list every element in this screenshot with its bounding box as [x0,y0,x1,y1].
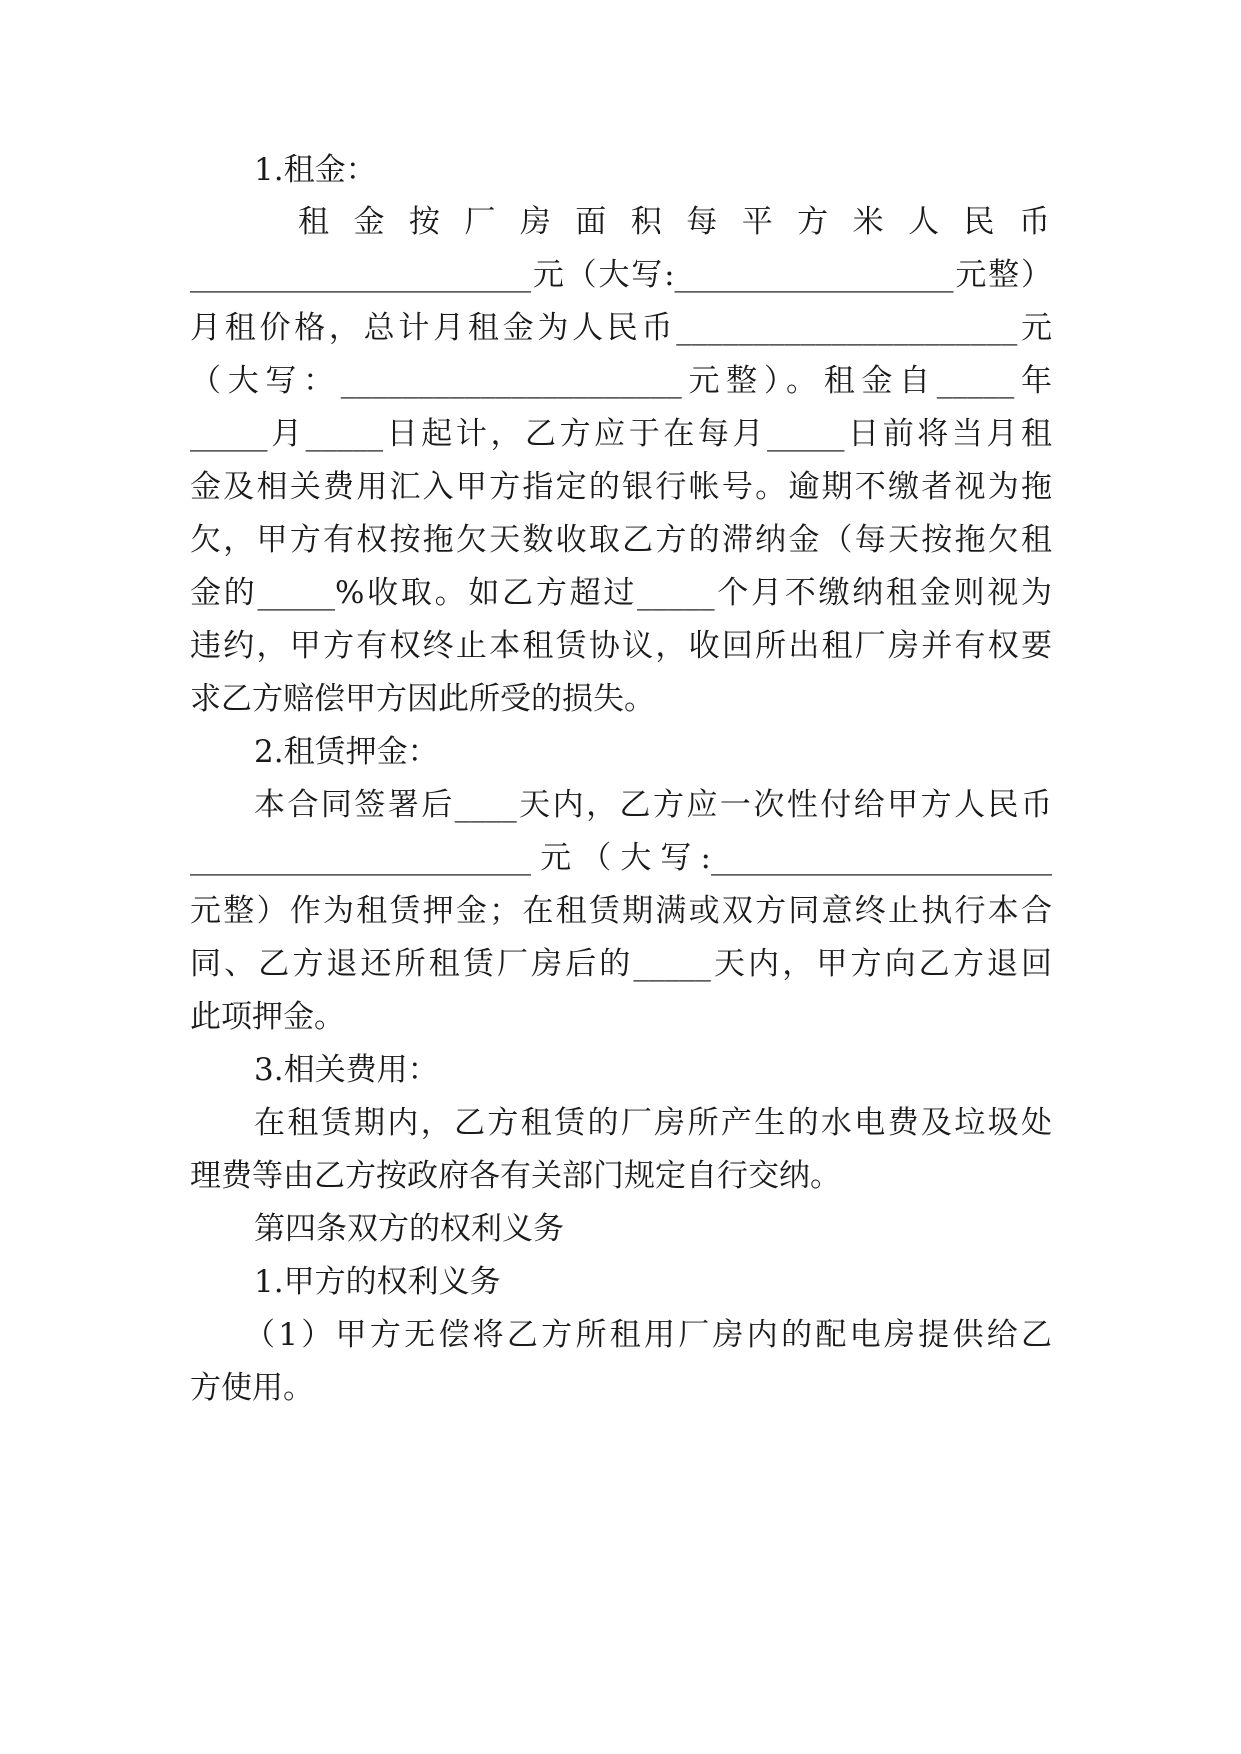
rent-paragraph-line: 欠，甲方有权按拖欠天数收取乙方的滞纳金（每天按拖欠租 [190,522,1052,558]
rent-paragraph-line: 金及相关费用汇入甲方指定的银行帐号。逾期不缴者视为拖 [190,469,1052,505]
heading-party-a-rights: 1.甲方的权利义务 [254,1264,501,1300]
article-four-heading: 第四条双方的权利义务 [254,1211,564,1247]
deposit-paragraph-line: 本合同签署后____天内，乙方应一次性付给甲方人民币 [254,787,1052,823]
deposit-paragraph-line: 元整）作为租赁押金；在租赁期满或双方同意终止执行本合 [190,893,1052,929]
deposit-paragraph-line: 同、乙方退还所租赁厂房后的_____天内，甲方向乙方退回 [190,946,1052,982]
heading-fees: 3.相关费用： [254,1052,439,1088]
fees-paragraph-line: 理费等由乙方按政府各有关部门规定自行交纳。 [190,1158,841,1194]
clause-line: （1）甲方无偿将乙方所租用厂房内的配电房提供给乙 [244,1317,1052,1353]
rent-paragraph-line: ______________________元（大写:__________________元整） [190,257,1052,293]
rent-paragraph-line: 金的_____%收取。如乙方超过_____个月不缴纳租金则视为 [190,575,1052,611]
deposit-paragraph-line: 此项押金。 [190,999,345,1035]
fees-paragraph-line: 在租赁期内，乙方租赁的厂房所产生的水电费及垃圾处 [254,1105,1052,1141]
deposit-paragraph-line: ______________________元（大写:______________________ [190,840,1052,876]
rent-paragraph-line: 求乙方赔偿甲方因此所受的损失。 [190,681,655,717]
rent-paragraph-line: _____月_____日起计，乙方应于在每月_____日前将当月租 [190,416,1052,452]
clause-line: 方使用。 [190,1370,314,1406]
heading-rent: 1.租金： [254,152,377,188]
rent-paragraph-line: 租金按厂房面积每平方米人民币 [298,204,1052,240]
rent-paragraph-line: 月租价格，总计月租金为人民币______________________元 [190,310,1052,346]
rent-paragraph-line: 违约，甲方有权终止本租赁协议，收回所出租厂房并有权要 [190,628,1052,664]
heading-deposit: 2.租赁押金： [254,734,439,770]
rent-paragraph-line: （大写：______________________元整）。租金自_____年 [190,363,1052,399]
